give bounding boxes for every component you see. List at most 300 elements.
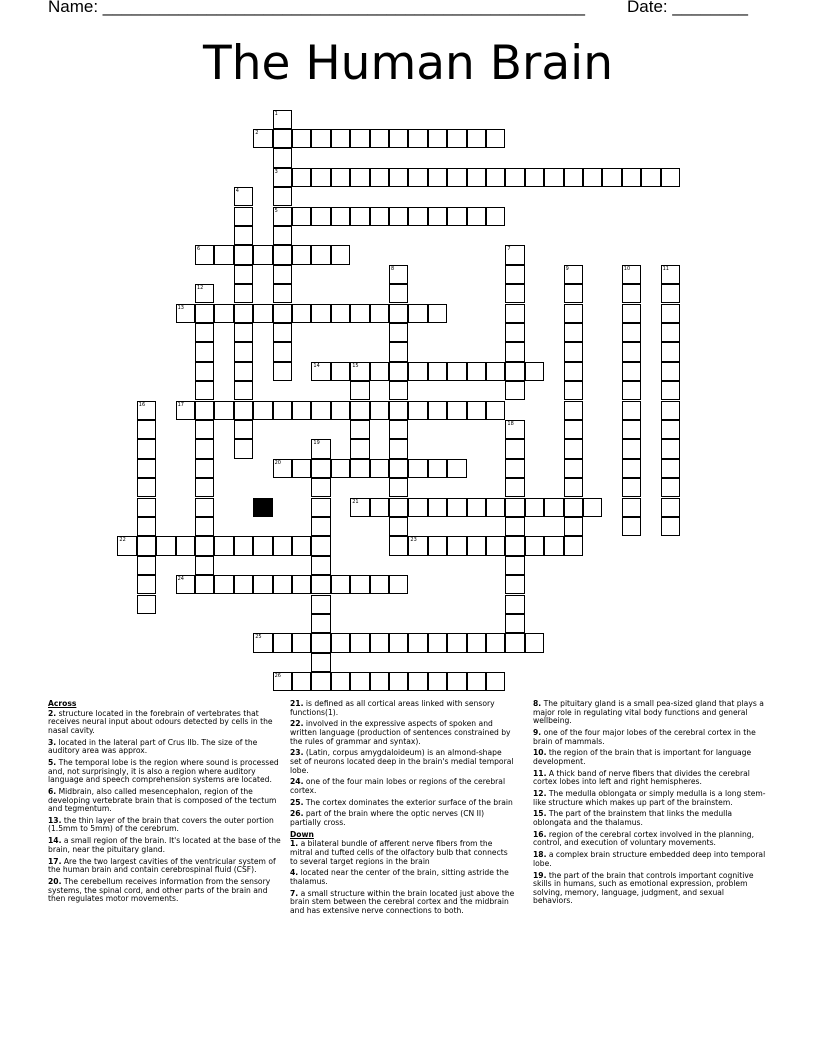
grid-cell[interactable] xyxy=(447,129,466,148)
grid-cell[interactable] xyxy=(505,556,524,575)
grid-cell[interactable] xyxy=(370,207,389,226)
grid-cell[interactable] xyxy=(447,459,466,478)
grid-cell[interactable] xyxy=(661,439,680,458)
grid-cell[interactable] xyxy=(622,459,641,478)
grid-cell[interactable] xyxy=(331,245,350,264)
grid-cell[interactable] xyxy=(350,129,369,148)
grid-cell[interactable] xyxy=(273,536,292,555)
grid-cell[interactable] xyxy=(370,459,389,478)
grid-cell[interactable] xyxy=(583,498,602,517)
grid-cell[interactable] xyxy=(428,633,447,652)
grid-cell[interactable] xyxy=(137,595,156,614)
grid-cell[interactable] xyxy=(389,401,408,420)
grid-cell[interactable] xyxy=(311,304,330,323)
grid-cell[interactable] xyxy=(602,168,621,187)
grid-cell[interactable] xyxy=(564,478,583,497)
grid-cell[interactable] xyxy=(292,304,311,323)
grid-cell[interactable] xyxy=(253,575,272,594)
grid-cell[interactable] xyxy=(486,672,505,691)
grid-cell[interactable] xyxy=(195,420,214,439)
grid-cell[interactable] xyxy=(331,304,350,323)
grid-cell[interactable] xyxy=(408,536,427,555)
grid-cell[interactable] xyxy=(389,207,408,226)
grid-cell[interactable] xyxy=(214,401,233,420)
grid-cell[interactable] xyxy=(234,575,253,594)
grid-cell[interactable] xyxy=(428,362,447,381)
grid-cell[interactable] xyxy=(622,284,641,303)
grid-cell[interactable] xyxy=(117,536,136,555)
grid-cell[interactable] xyxy=(389,168,408,187)
grid-cell[interactable] xyxy=(408,672,427,691)
grid-cell[interactable] xyxy=(428,459,447,478)
grid-cell[interactable] xyxy=(350,439,369,458)
grid-cell[interactable] xyxy=(408,304,427,323)
grid-cell[interactable] xyxy=(350,207,369,226)
grid-cell[interactable] xyxy=(273,401,292,420)
grid-cell[interactable] xyxy=(350,633,369,652)
grid-cell[interactable] xyxy=(273,323,292,342)
grid-cell[interactable] xyxy=(389,459,408,478)
grid-cell[interactable] xyxy=(331,633,350,652)
grid-cell[interactable] xyxy=(428,536,447,555)
grid-cell[interactable] xyxy=(428,304,447,323)
grid-cell[interactable] xyxy=(253,633,272,652)
grid-cell[interactable] xyxy=(661,459,680,478)
grid-cell[interactable] xyxy=(350,420,369,439)
grid-cell[interactable] xyxy=(389,129,408,148)
grid-cell[interactable] xyxy=(564,284,583,303)
grid-cell[interactable] xyxy=(370,304,389,323)
grid-cell[interactable] xyxy=(389,323,408,342)
grid-cell[interactable] xyxy=(350,304,369,323)
grid-cell[interactable] xyxy=(428,168,447,187)
grid-cell[interactable] xyxy=(176,536,195,555)
grid-cell[interactable] xyxy=(505,168,524,187)
grid-cell[interactable] xyxy=(234,420,253,439)
name-field[interactable]: Name: ___________________________________________________ xyxy=(48,0,585,16)
grid-cell[interactable] xyxy=(505,439,524,458)
grid-cell[interactable] xyxy=(292,459,311,478)
grid-cell[interactable] xyxy=(408,129,427,148)
grid-cell[interactable] xyxy=(311,439,330,458)
grid-cell[interactable] xyxy=(195,284,214,303)
grid-cell[interactable] xyxy=(505,575,524,594)
grid-cell[interactable] xyxy=(389,672,408,691)
grid-cell[interactable] xyxy=(137,498,156,517)
grid-cell[interactable] xyxy=(505,381,524,400)
grid-cell[interactable] xyxy=(234,439,253,458)
grid-cell[interactable] xyxy=(273,245,292,264)
grid-cell[interactable] xyxy=(389,498,408,517)
grid-cell[interactable] xyxy=(447,401,466,420)
grid-cell[interactable] xyxy=(389,381,408,400)
grid-cell[interactable] xyxy=(447,633,466,652)
grid-cell[interactable] xyxy=(505,245,524,264)
grid-cell[interactable] xyxy=(195,439,214,458)
grid-cell[interactable] xyxy=(311,536,330,555)
grid-cell[interactable] xyxy=(137,478,156,497)
grid-cell[interactable] xyxy=(311,207,330,226)
grid-cell[interactable] xyxy=(311,401,330,420)
grid-cell[interactable] xyxy=(234,342,253,361)
grid-cell[interactable] xyxy=(564,342,583,361)
grid-cell[interactable] xyxy=(622,304,641,323)
grid-cell[interactable] xyxy=(564,304,583,323)
grid-cell[interactable] xyxy=(622,498,641,517)
grid-cell[interactable] xyxy=(273,284,292,303)
grid-cell[interactable] xyxy=(389,478,408,497)
grid-cell[interactable] xyxy=(214,245,233,264)
grid-cell[interactable] xyxy=(622,478,641,497)
grid-cell[interactable] xyxy=(273,672,292,691)
grid-cell[interactable] xyxy=(505,536,524,555)
grid-cell[interactable] xyxy=(311,633,330,652)
grid-cell[interactable] xyxy=(331,129,350,148)
grid-cell[interactable] xyxy=(505,478,524,497)
grid-cell[interactable] xyxy=(273,633,292,652)
grid-cell[interactable] xyxy=(234,362,253,381)
grid-cell[interactable] xyxy=(661,517,680,536)
grid-cell[interactable] xyxy=(408,168,427,187)
grid-cell[interactable] xyxy=(661,265,680,284)
grid-cell[interactable] xyxy=(564,381,583,400)
grid-cell[interactable] xyxy=(564,517,583,536)
grid-cell[interactable] xyxy=(467,498,486,517)
grid-cell[interactable] xyxy=(505,614,524,633)
grid-cell[interactable] xyxy=(467,633,486,652)
grid-cell[interactable] xyxy=(311,478,330,497)
grid-cell[interactable] xyxy=(273,362,292,381)
grid-cell[interactable] xyxy=(486,633,505,652)
grid-cell[interactable] xyxy=(525,536,544,555)
grid-cell[interactable] xyxy=(137,459,156,478)
grid-cell[interactable] xyxy=(467,536,486,555)
grid-cell[interactable] xyxy=(234,323,253,342)
grid-cell[interactable] xyxy=(292,207,311,226)
grid-cell[interactable] xyxy=(661,401,680,420)
grid-cell[interactable] xyxy=(370,168,389,187)
grid-cell[interactable] xyxy=(253,129,272,148)
grid-cell[interactable] xyxy=(525,633,544,652)
grid-cell[interactable] xyxy=(311,556,330,575)
grid-cell[interactable] xyxy=(428,207,447,226)
grid-cell[interactable] xyxy=(544,168,563,187)
grid-cell[interactable] xyxy=(408,401,427,420)
grid-cell[interactable] xyxy=(370,362,389,381)
grid-cell[interactable] xyxy=(292,245,311,264)
grid-cell[interactable] xyxy=(505,420,524,439)
grid-cell[interactable] xyxy=(311,517,330,536)
grid-cell[interactable] xyxy=(331,168,350,187)
grid-cell[interactable] xyxy=(661,168,680,187)
grid-cell[interactable] xyxy=(292,129,311,148)
grid-cell[interactable] xyxy=(253,401,272,420)
grid-cell[interactable] xyxy=(661,478,680,497)
grid-cell[interactable] xyxy=(311,129,330,148)
grid-cell[interactable] xyxy=(311,595,330,614)
grid-cell[interactable] xyxy=(195,245,214,264)
grid-cell[interactable] xyxy=(350,498,369,517)
grid-cell[interactable] xyxy=(137,575,156,594)
grid-cell[interactable] xyxy=(447,168,466,187)
grid-cell[interactable] xyxy=(564,265,583,284)
grid-cell[interactable] xyxy=(661,323,680,342)
grid-cell[interactable] xyxy=(564,420,583,439)
grid-cell[interactable] xyxy=(408,362,427,381)
grid-cell[interactable] xyxy=(505,323,524,342)
grid-cell[interactable] xyxy=(370,633,389,652)
grid-cell[interactable] xyxy=(234,536,253,555)
grid-cell[interactable] xyxy=(486,207,505,226)
grid-cell[interactable] xyxy=(370,129,389,148)
grid-cell[interactable] xyxy=(389,304,408,323)
grid-cell[interactable] xyxy=(428,672,447,691)
grid-cell[interactable] xyxy=(505,362,524,381)
grid-cell[interactable] xyxy=(467,362,486,381)
grid-cell[interactable] xyxy=(525,362,544,381)
grid-cell[interactable] xyxy=(273,304,292,323)
grid-cell[interactable] xyxy=(622,439,641,458)
grid-cell[interactable] xyxy=(253,304,272,323)
grid-cell[interactable] xyxy=(137,517,156,536)
grid-cell[interactable] xyxy=(447,672,466,691)
grid-cell[interactable] xyxy=(622,168,641,187)
grid-cell[interactable] xyxy=(408,459,427,478)
grid-cell[interactable] xyxy=(447,362,466,381)
grid-cell[interactable] xyxy=(370,401,389,420)
grid-cell[interactable] xyxy=(564,498,583,517)
grid-cell[interactable] xyxy=(273,342,292,361)
grid-cell[interactable] xyxy=(311,459,330,478)
grid-cell[interactable] xyxy=(331,362,350,381)
grid-cell[interactable] xyxy=(641,168,660,187)
grid-cell[interactable] xyxy=(331,401,350,420)
grid-cell[interactable] xyxy=(331,672,350,691)
grid-cell[interactable] xyxy=(273,168,292,187)
grid-cell[interactable] xyxy=(350,168,369,187)
grid-cell[interactable] xyxy=(176,304,195,323)
grid-cell[interactable] xyxy=(311,168,330,187)
grid-cell[interactable] xyxy=(428,498,447,517)
grid-cell[interactable] xyxy=(389,362,408,381)
grid-cell[interactable] xyxy=(564,439,583,458)
grid-cell[interactable] xyxy=(370,575,389,594)
grid-cell[interactable] xyxy=(214,575,233,594)
grid-cell[interactable] xyxy=(331,575,350,594)
grid-cell[interactable] xyxy=(195,323,214,342)
grid-cell[interactable] xyxy=(486,168,505,187)
grid-cell[interactable] xyxy=(622,381,641,400)
grid-cell[interactable] xyxy=(311,245,330,264)
grid-cell[interactable] xyxy=(156,536,175,555)
grid-cell[interactable] xyxy=(350,459,369,478)
grid-cell[interactable] xyxy=(389,420,408,439)
grid-cell[interactable] xyxy=(273,207,292,226)
grid-cell[interactable] xyxy=(486,401,505,420)
grid-cell[interactable] xyxy=(273,110,292,129)
grid-cell[interactable] xyxy=(234,265,253,284)
grid-cell[interactable] xyxy=(273,226,292,245)
grid-cell[interactable] xyxy=(370,672,389,691)
grid-cell[interactable] xyxy=(622,401,641,420)
grid-cell[interactable] xyxy=(544,536,563,555)
grid-cell[interactable] xyxy=(137,420,156,439)
grid-cell[interactable] xyxy=(389,284,408,303)
grid-cell[interactable] xyxy=(389,265,408,284)
grid-cell[interactable] xyxy=(408,207,427,226)
grid-cell[interactable] xyxy=(505,265,524,284)
grid-cell[interactable] xyxy=(253,245,272,264)
grid-cell[interactable] xyxy=(350,362,369,381)
grid-cell[interactable] xyxy=(661,498,680,517)
grid-cell[interactable] xyxy=(505,633,524,652)
grid-cell[interactable] xyxy=(389,342,408,361)
grid-cell[interactable] xyxy=(214,536,233,555)
grid-cell[interactable] xyxy=(195,362,214,381)
grid-cell[interactable] xyxy=(622,420,641,439)
grid-cell[interactable] xyxy=(195,381,214,400)
grid-cell[interactable] xyxy=(234,284,253,303)
grid-cell[interactable] xyxy=(176,575,195,594)
grid-cell[interactable] xyxy=(389,439,408,458)
grid-cell[interactable] xyxy=(389,536,408,555)
grid-cell[interactable] xyxy=(467,672,486,691)
grid-cell[interactable] xyxy=(622,323,641,342)
grid-cell[interactable] xyxy=(214,304,233,323)
grid-cell[interactable] xyxy=(661,342,680,361)
grid-cell[interactable] xyxy=(273,148,292,167)
grid-cell[interactable] xyxy=(661,381,680,400)
grid-cell[interactable] xyxy=(350,401,369,420)
grid-cell[interactable] xyxy=(195,556,214,575)
grid-cell[interactable] xyxy=(467,129,486,148)
grid-cell[interactable] xyxy=(234,381,253,400)
grid-cell[interactable] xyxy=(350,672,369,691)
grid-cell[interactable] xyxy=(195,498,214,517)
grid-cell[interactable] xyxy=(564,362,583,381)
grid-cell[interactable] xyxy=(505,284,524,303)
grid-cell[interactable] xyxy=(564,536,583,555)
grid-cell[interactable] xyxy=(447,207,466,226)
grid-cell[interactable] xyxy=(195,342,214,361)
grid-cell[interactable] xyxy=(370,498,389,517)
grid-cell[interactable] xyxy=(486,129,505,148)
grid-cell[interactable] xyxy=(234,207,253,226)
grid-cell[interactable] xyxy=(389,633,408,652)
grid-cell[interactable] xyxy=(467,168,486,187)
grid-cell[interactable] xyxy=(331,459,350,478)
grid-cell[interactable] xyxy=(137,536,156,555)
grid-cell[interactable] xyxy=(389,517,408,536)
grid-cell[interactable] xyxy=(195,575,214,594)
grid-cell[interactable] xyxy=(350,575,369,594)
grid-cell[interactable] xyxy=(525,498,544,517)
grid-cell[interactable] xyxy=(467,401,486,420)
grid-cell[interactable] xyxy=(447,536,466,555)
grid-cell[interactable] xyxy=(176,401,195,420)
grid-cell[interactable] xyxy=(234,187,253,206)
grid-cell[interactable] xyxy=(447,498,466,517)
grid-cell[interactable] xyxy=(195,304,214,323)
grid-cell[interactable] xyxy=(661,304,680,323)
grid-cell[interactable] xyxy=(234,401,253,420)
grid-cell[interactable] xyxy=(311,362,330,381)
grid-cell[interactable] xyxy=(137,556,156,575)
grid-cell[interactable] xyxy=(622,265,641,284)
grid-cell[interactable] xyxy=(486,498,505,517)
grid-cell[interactable] xyxy=(661,362,680,381)
grid-cell[interactable] xyxy=(195,478,214,497)
grid-cell[interactable] xyxy=(525,168,544,187)
grid-cell[interactable] xyxy=(137,439,156,458)
grid-cell[interactable] xyxy=(505,595,524,614)
grid-cell[interactable] xyxy=(311,672,330,691)
grid-cell[interactable] xyxy=(505,498,524,517)
grid-cell[interactable] xyxy=(505,342,524,361)
grid-cell[interactable] xyxy=(234,304,253,323)
grid-cell[interactable] xyxy=(467,207,486,226)
grid-cell[interactable] xyxy=(408,633,427,652)
grid-cell[interactable] xyxy=(408,498,427,517)
grid-cell[interactable] xyxy=(311,498,330,517)
grid-cell[interactable] xyxy=(389,575,408,594)
grid-cell[interactable] xyxy=(486,536,505,555)
grid-cell[interactable] xyxy=(622,342,641,361)
grid-cell[interactable] xyxy=(292,401,311,420)
grid-cell[interactable] xyxy=(486,362,505,381)
grid-cell[interactable] xyxy=(564,323,583,342)
grid-cell[interactable] xyxy=(292,633,311,652)
grid-cell[interactable] xyxy=(505,459,524,478)
grid-cell[interactable] xyxy=(661,284,680,303)
grid-cell[interactable] xyxy=(331,207,350,226)
grid-cell[interactable] xyxy=(564,401,583,420)
grid-cell[interactable] xyxy=(292,168,311,187)
grid-cell[interactable] xyxy=(273,265,292,284)
grid-cell[interactable] xyxy=(195,401,214,420)
grid-cell[interactable] xyxy=(273,129,292,148)
grid-cell[interactable] xyxy=(195,517,214,536)
grid-cell[interactable] xyxy=(273,459,292,478)
grid-cell[interactable] xyxy=(661,420,680,439)
grid-cell[interactable] xyxy=(564,168,583,187)
grid-cell[interactable] xyxy=(292,672,311,691)
grid-cell[interactable] xyxy=(311,614,330,633)
grid-cell[interactable] xyxy=(253,536,272,555)
grid-cell[interactable] xyxy=(350,381,369,400)
grid-cell[interactable] xyxy=(564,459,583,478)
grid-cell[interactable] xyxy=(137,401,156,420)
grid-cell[interactable] xyxy=(622,362,641,381)
grid-cell[interactable] xyxy=(428,129,447,148)
grid-cell[interactable] xyxy=(234,226,253,245)
grid-cell[interactable] xyxy=(428,401,447,420)
grid-cell[interactable] xyxy=(622,517,641,536)
grid-cell[interactable] xyxy=(311,575,330,594)
grid-cell[interactable] xyxy=(505,304,524,323)
grid-cell[interactable] xyxy=(311,653,330,672)
grid-cell[interactable] xyxy=(505,517,524,536)
grid-cell[interactable] xyxy=(583,168,602,187)
date-field[interactable]: Date: ________ xyxy=(627,0,748,16)
grid-cell[interactable] xyxy=(273,187,292,206)
grid-cell[interactable] xyxy=(544,498,563,517)
grid-cell[interactable] xyxy=(234,245,253,264)
grid-cell[interactable] xyxy=(273,575,292,594)
grid-cell[interactable] xyxy=(195,536,214,555)
grid-cell[interactable] xyxy=(292,575,311,594)
grid-cell[interactable] xyxy=(292,536,311,555)
